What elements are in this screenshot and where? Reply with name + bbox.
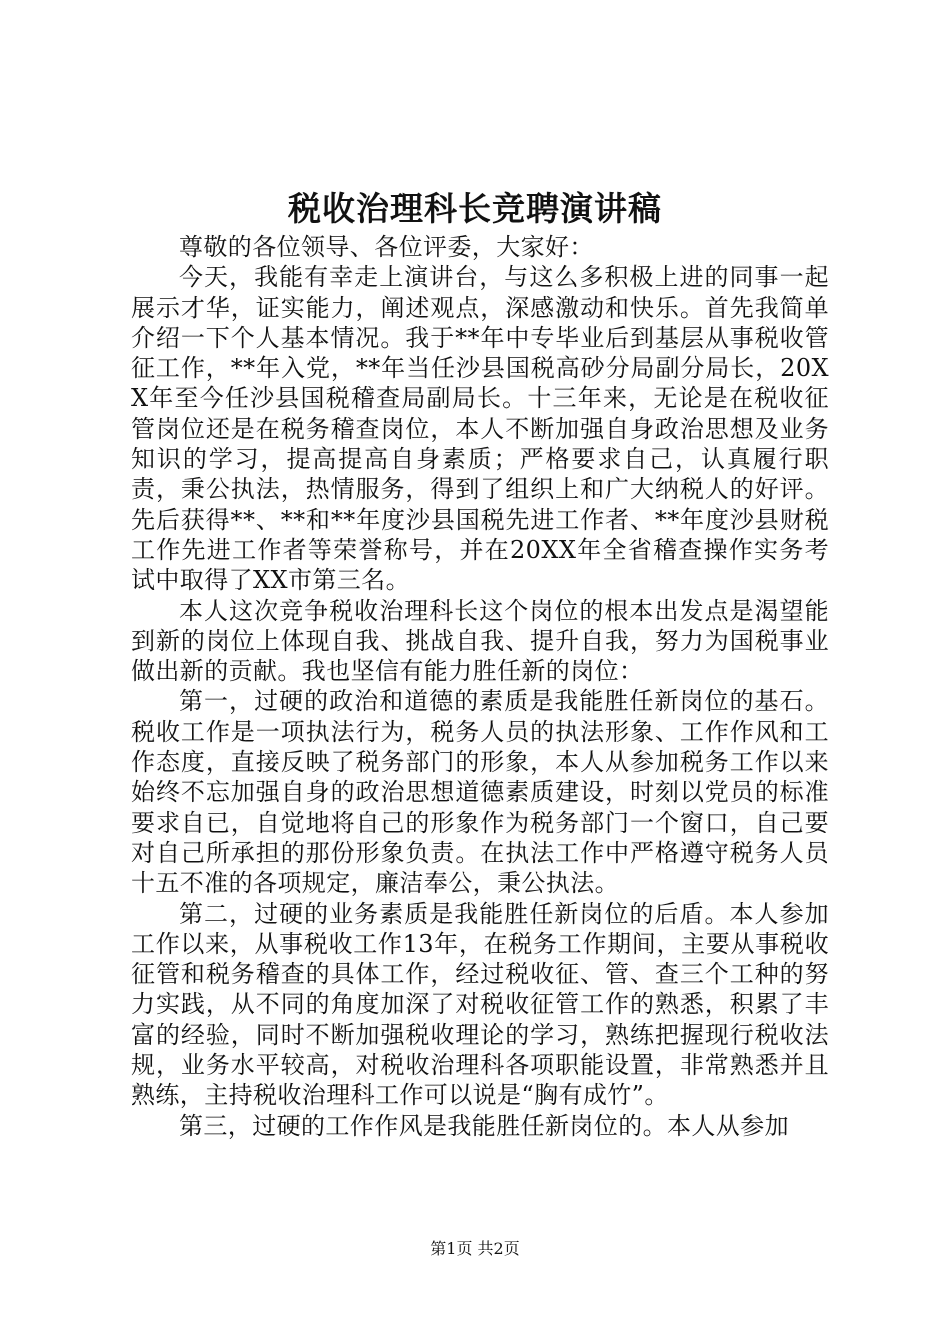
paragraph-introduction: 今天，我能有幸走上演讲台，与这么多积极上进的同事一起展示才华，证实能力，阐述观点，深感激动和快乐。首先我简单介绍一下个人基本情况。我于**年中专毕业后到基层从事税收管征工作，**年入党，**年当任沙县国税高砂分局副分局长，20XX年至今任沙县国税稽查局副局长。十三年来，无论是在税收征管岗位还是在税务稽查岗位，本人不断加强自身政治思想及业务知识的学习，提高提高自身素质；严格要求自己，认真履行职责，秉公执法，热情服务，得到了组织上和广大纳税人的好评。先后获得**、**和**年度沙县国税先进工作者、**年度沙县财税工作先进工作者等荣誉称号，并在20XX年全省稽查操作实务考试中取得了XX市第三名。 — [131, 263, 829, 595]
paragraph-first-point: 第一，过硬的政治和道德的素质是我能胜任新岗位的基石。税收工作是一项执法行为，税务人员的执法形象、工作作风和工作态度，直接反映了税务部门的形象，本人从参加税务工作以来始终不忘加强自身的政治思想道德素质建设，时刻以党员的标准要求自已，自觉地将自己的形象作为税务部门一个窗口，自己要对自己所承担的那份形象负责。在执法工作中严格遵守税务人员十五不准的各项规定，廉洁奉公，秉公执法。 — [131, 687, 829, 898]
document-body — [131, 232, 829, 1141]
paragraph-third-point: 第三，过硬的工作作风是我能胜任新岗位的。本人从参加 — [179, 1111, 789, 1140]
paragraph-second-point: 第二，过硬的业务素质是我能胜任新岗位的后盾。本人参加工作以来，从事税收工作13年，在税务工作期间，主要从事税收征管和税务稽查的具体工作，经过税收征、管、查三个工种的努力实践，从不同的角度加深了对税收征管工作的熟悉，积累了丰富的经验，同时不断加强税收理论的学习，熟练把握现行税收法规，业务水平较高，对税收治理科各项职能设置，非常熟悉并且熟练，主持税收治理科工作可以说是“胸有成竹”。 — [131, 899, 829, 1110]
document-title: 税收治理科长竞聘演讲稿 — [288, 189, 662, 228]
paragraph-motivation: 本人这次竞争税收治理科长这个岗位的根本出发点是渴望能到新的岗位上体现自我、挑战自我、提升自我，努力为国税事业做出新的贡献。我也坚信有能力胜任新的岗位： — [131, 596, 829, 686]
page-number-footer: 第1页 共2页 — [430, 1239, 520, 1258]
paragraph-greeting: 尊敬的各位领导、各位评委，大家好： — [179, 233, 594, 261]
